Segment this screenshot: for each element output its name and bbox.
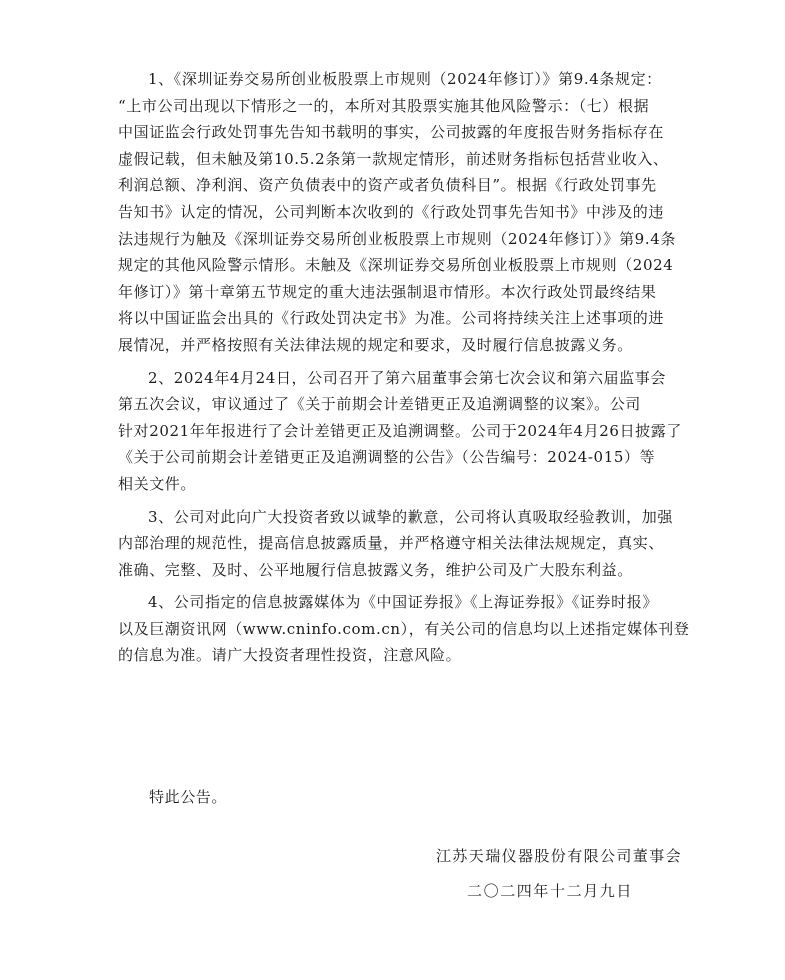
paragraph-1 xyxy=(118,66,676,359)
signature-date: 二〇二四年十二月九日 xyxy=(467,882,634,900)
text-line: 展情况，并严格按照有关法律法规的规定和要求，及时履行信息披露义务。 xyxy=(118,335,633,354)
paragraph-3 xyxy=(118,504,673,584)
text-line: 利润总额、净利润、资产负债表中的资产或者负债科目”。根据《行政处罚事先 xyxy=(118,176,657,195)
text-line: 中国证监会行政处罚事先告知书载明的事实，公司披露的年度报告财务指标存在 xyxy=(118,123,665,142)
text-line: 1、《深圳证券交易所创业板股票上市规则（2024年修订）》第9.4条规定： xyxy=(148,70,662,88)
text-line: “上市公司出现以下情形之一的，本所对其股票实施其他风险警示：（七）根据 xyxy=(118,96,650,115)
text-line: 法违规行为触及《深圳证券交易所创业板股票上市规则（2024年修订）》第9.4条 xyxy=(118,229,676,248)
text-line: 4、公司指定的信息披露媒体为《中国证券报》《上海证券报》《证券时报》 xyxy=(148,593,658,612)
text-line: 告知书》认定的情况，公司判断本次收到的《行政处罚事先告知书》中涉及的违 xyxy=(118,202,665,221)
text-line: 年修订）》第十章第五节规定的重大违法强制退市情形。本次行政处罚最终结果 xyxy=(118,282,657,301)
signature-board: 江苏天瑞仪器股份有限公司董事会 xyxy=(436,847,683,865)
text-line: 内部治理的规范性，提高信息披露质量，并严格遵守相关法律法规规定，真实、 xyxy=(118,534,665,553)
text-line: 准确、完整、及时、公平地履行信息披露义务，维护公司及广大股东利益。 xyxy=(118,560,633,579)
text-line: 针对2021年年报进行了会计差错更正及追溯调整。公司于2024年4月26日披露了 xyxy=(118,421,682,440)
text-line: 2、2024年4月24日，公司召开了第六届董事会第七次会议和第六届监事会 xyxy=(148,368,666,387)
text-line: 规定的其他风险警示情形。未触及《深圳证券交易所创业板股票上市规则（2024 xyxy=(118,256,674,275)
closing-statement: 特此公告。 xyxy=(149,788,228,806)
text-line: 相关文件。 xyxy=(118,474,197,493)
text-line: 第五次会议，审议通过了《关于前期会计差错更正及追溯调整的议案》。公司 xyxy=(118,395,641,414)
text-line: 虚假记载，但未触及第10.5.2条第一款规定情形，前述财务指标包括营业收入、 xyxy=(118,149,669,168)
text-line: 将以中国证监会出具的《行政处罚决定书》为准。公司将持续关注上述事项的进 xyxy=(118,309,665,328)
text-line: 3、公司对此向广大投资者致以诚挚的歉意，公司将认真吸取经验教训，加强 xyxy=(148,507,673,526)
paragraph-2 xyxy=(118,365,682,498)
text-line: 以及巨潮资讯网（www.cninfo.com.cn），有关公司的信息均以上述指定媒体刊登 xyxy=(118,619,690,638)
text-line: 《关于公司前期会计差错更正及追溯调整的公告》（公告编号：2024-015）等 xyxy=(118,448,656,467)
paragraph-4 xyxy=(118,589,690,669)
text-line: 的信息为准。请广大投资者理性投资，注意风险。 xyxy=(118,646,462,665)
document-body xyxy=(118,66,690,669)
